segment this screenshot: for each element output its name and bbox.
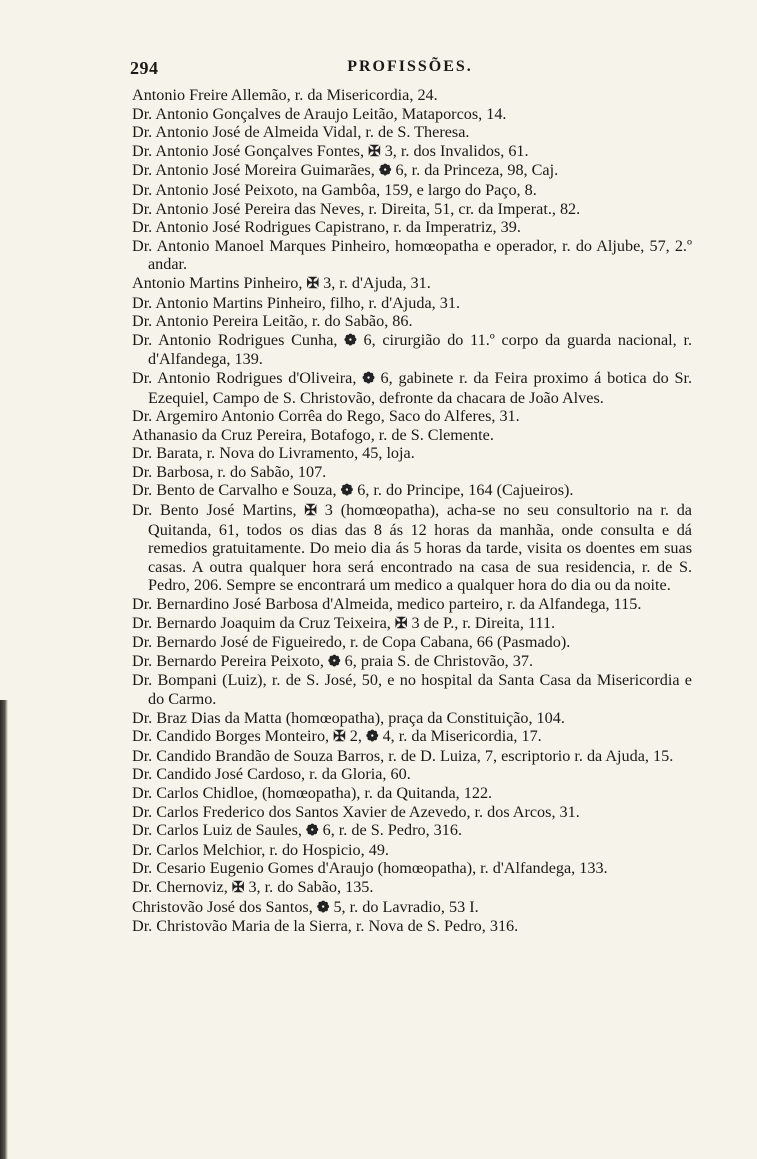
cross-order-icon: ✠ [304, 503, 317, 520]
entry-text: Dr. Bernardo Pereira Peixoto, [132, 651, 328, 670]
rose-order-icon: ❁ [328, 653, 341, 670]
directory-entry [132, 407, 692, 426]
cross-order-icon: ✠ [394, 615, 408, 632]
directory-entry [132, 821, 692, 841]
entry-text: Dr. Candido José Cardoso, r. da Gloria, 60. [132, 765, 411, 784]
entry-text-continued: 6, r. da Princeza, 98, Caj. [391, 161, 559, 180]
directory-entry [132, 181, 692, 200]
rose-order-icon: ❁ [344, 332, 357, 349]
directory-entries [132, 86, 692, 936]
entry-text-continued: 4, r. da Misericordia, 17. [378, 727, 542, 746]
entry-text-continued: 2, [345, 727, 366, 746]
entry-text: Dr. Antonio José Moreira Guimarães, [132, 161, 379, 180]
entry-text: Dr. Antonio José Gonçalves Fontes, [132, 141, 369, 160]
entry-text-continued: 3 (homœopatha), acha-se no seu consultorio na r. da Quitanda, 61, todos os dias das 8 ás 12 horas da manhãa, onde consulta e dá remedios gratuitamente. Do meio dia ás 5 horas da tarde, visita os doentes em suas casas. A outra qualquer hora será encontrado na casa de sua residencia, r. de S. Pedro, 206. Sempre se encontrará um medico a qualquer hora do dia ou da noite. [148, 501, 692, 595]
rose-order-icon: ❁ [316, 899, 330, 916]
entry-text: Dr. Antonio Rodrigues Cunha, [132, 330, 345, 349]
entry-text-continued: 3, r. d'Ajuda, 31. [319, 273, 431, 292]
directory-entry [132, 633, 692, 652]
rose-order-icon: ❁ [305, 823, 319, 840]
entry-text: Dr. Bompani (Luiz), r. de S. José, 50, e no hospital da Santa Casa da Misericordia e do Carmo. [132, 671, 692, 708]
entry-text-continued: 6, cirurgião do 11.º corpo da guarda nacional, r. d'Alfandega, 139. [148, 330, 692, 369]
entry-text: Dr. Antonio Manoel Marques Pinheiro, homœopatha e operador, r. do Aljube, 57, 2.º andar. [132, 236, 692, 274]
entry-text: Dr. Carlos Frederico dos Santos Xavier de Azevedo, r. dos Arcos, 31. [132, 802, 580, 821]
entry-text: Dr. Barbosa, r. do Sabão, 107. [132, 462, 327, 481]
entry-text-continued: 3 de P., r. Direita, 111. [407, 613, 556, 632]
directory-entry [132, 803, 692, 822]
entry-text: Dr. Antonio Martins Pinheiro, filho, r. d'Ajuda, 31. [132, 293, 461, 312]
entry-text-continued: 3, r. dos Invalidos, 61. [380, 141, 529, 160]
entry-text: Dr. Cesario Eugenio Gomes d'Araujo (homœopatha), r. d'Alfandega, 133. [132, 859, 608, 878]
directory-entry [132, 709, 692, 728]
directory-entry [132, 501, 692, 595]
entry-text: Dr. Chernoviz, [132, 877, 232, 896]
directory-entry [132, 765, 692, 784]
entry-text: Dr. Carlos Luiz de Saules, [132, 821, 306, 840]
entry-text: Dr. Antonio José Peixoto, na Gambôa, 159, e largo do Paço, 8. [132, 180, 537, 199]
directory-entry [132, 274, 692, 294]
cross-order-icon: ✠ [231, 879, 245, 896]
entry-text: Dr. Bento José Martins, [132, 501, 305, 520]
entry-text: Dr. Argemiro Antonio Corrêa do Rego, Saco do Alferes, 31. [132, 407, 520, 426]
entry-text: Dr. Antonio Rodrigues d'Oliveira, [132, 368, 363, 387]
directory-entry [132, 652, 692, 672]
entry-text: Dr. Antonio José Rodrigues Capistrano, r. da Imperatriz, 39. [132, 218, 521, 237]
directory-entry [132, 841, 692, 860]
entry-text: Christovão José dos Santos, [132, 897, 317, 916]
directory-entry [132, 142, 692, 162]
entry-text: Dr. Barata, r. Nova do Livramento, 45, loja. [132, 444, 415, 463]
directory-entry [132, 463, 692, 482]
entry-text: Dr. Carlos Melchior, r. do Hospicio, 49. [132, 840, 389, 859]
entry-text: Athanasio da Cruz Pereira, Botafogo, r. de S. Clemente. [132, 425, 494, 444]
directory-entry [132, 444, 692, 463]
entry-text: Dr. Christovão Maria de la Sierra, r. Nova de S. Pedro, 316. [132, 917, 519, 936]
entry-text: Dr. Bento de Carvalho e Souza, [132, 481, 341, 500]
rose-order-icon: ❁ [340, 483, 354, 500]
directory-entry [132, 369, 692, 407]
directory-entry [132, 294, 692, 313]
entry-text-continued: 6, r. do Principe, 164 (Cajueiros). [353, 481, 574, 500]
entry-text: Dr. Candido Brandão de Souza Barros, r. de D. Luiza, 7, escriptorio r. da Ajuda, 15. [132, 746, 674, 765]
directory-entry [132, 105, 692, 124]
directory-entry [132, 218, 692, 237]
entry-text: Dr. Bernardo Joaquim da Cruz Teixeira, [132, 613, 395, 632]
directory-entry [132, 595, 692, 614]
entry-text: Dr. Antonio Pereira Leitão, r. do Sabão, 86. [132, 312, 413, 331]
directory-entry [132, 747, 692, 766]
cross-order-icon: ✠ [368, 143, 381, 160]
directory-entry [132, 614, 692, 634]
entry-text-continued: 6, r. de S. Pedro, 316. [318, 821, 462, 840]
directory-entry [132, 784, 692, 803]
directory-entry [132, 161, 692, 181]
directory-entry [132, 312, 692, 331]
cross-order-icon: ✠ [306, 275, 320, 292]
entry-text: Dr. Candido Borges Monteiro, [132, 727, 334, 746]
entry-text-continued: 3, r. do Sabão, 135. [244, 877, 374, 896]
directory-entry [132, 917, 692, 936]
entry-text: Dr. Antonio Gonçalves de Araujo Leitão, Mataporcos, 14. [132, 104, 507, 123]
entry-text-continued: 6, praia S. de Christovão, 37. [340, 651, 534, 670]
entry-text-continued: 6, gabinete r. da Feira proximo á botica do Sr. Ezequiel, Campo de S. Christovão, defronte da chacara de João Alves. [148, 368, 692, 407]
directory-entry [132, 898, 692, 918]
directory-entry [132, 86, 692, 105]
cross-order-icon: ✠ [333, 729, 346, 746]
directory-entry [132, 200, 692, 219]
entry-text: Dr. Bernardino José Barbosa d'Almeida, medico parteiro, r. da Alfandega, 115. [132, 595, 642, 614]
page-header [130, 58, 690, 82]
page-number: 294 [130, 58, 159, 78]
entry-text: Antonio Martins Pinheiro, [132, 273, 307, 292]
entry-text: Dr. Bernardo José de Figueiredo, r. de Copa Cabana, 66 (Pasmado). [132, 633, 571, 652]
running-head: PROFISSÕES. [347, 58, 473, 75]
directory-entry [132, 426, 692, 445]
directory-entry [132, 878, 692, 898]
page-binding-edge [0, 700, 8, 1159]
entry-text: Dr. Antonio José Pereira das Neves, r. Direita, 51, cr. da Imperat., 82. [132, 199, 581, 218]
directory-entry [132, 331, 692, 369]
directory-entry [132, 859, 692, 878]
rose-order-icon: ❁ [378, 163, 392, 180]
entry-text: Dr. Carlos Chidloe, (homœopatha), r. da Quitanda, 122. [132, 783, 493, 802]
entry-text-continued: 5, r. do Lavradio, 53 I. [329, 897, 479, 916]
entry-text: Dr. Antonio José de Almeida Vidal, r. de S. Theresa. [132, 123, 470, 142]
directory-entry [132, 481, 692, 501]
directory-entry [132, 727, 692, 747]
directory-entry [132, 123, 692, 142]
directory-entry [132, 237, 692, 274]
entry-text: Dr. Braz Dias da Matta (homœopatha), praça da Constituição, 104. [132, 708, 565, 727]
entry-text: Antonio Freire Allemão, r. da Misericordia, 24. [132, 86, 438, 104]
rose-order-icon: ❁ [365, 729, 379, 746]
directory-entry [132, 671, 692, 708]
rose-order-icon: ❁ [362, 370, 375, 387]
